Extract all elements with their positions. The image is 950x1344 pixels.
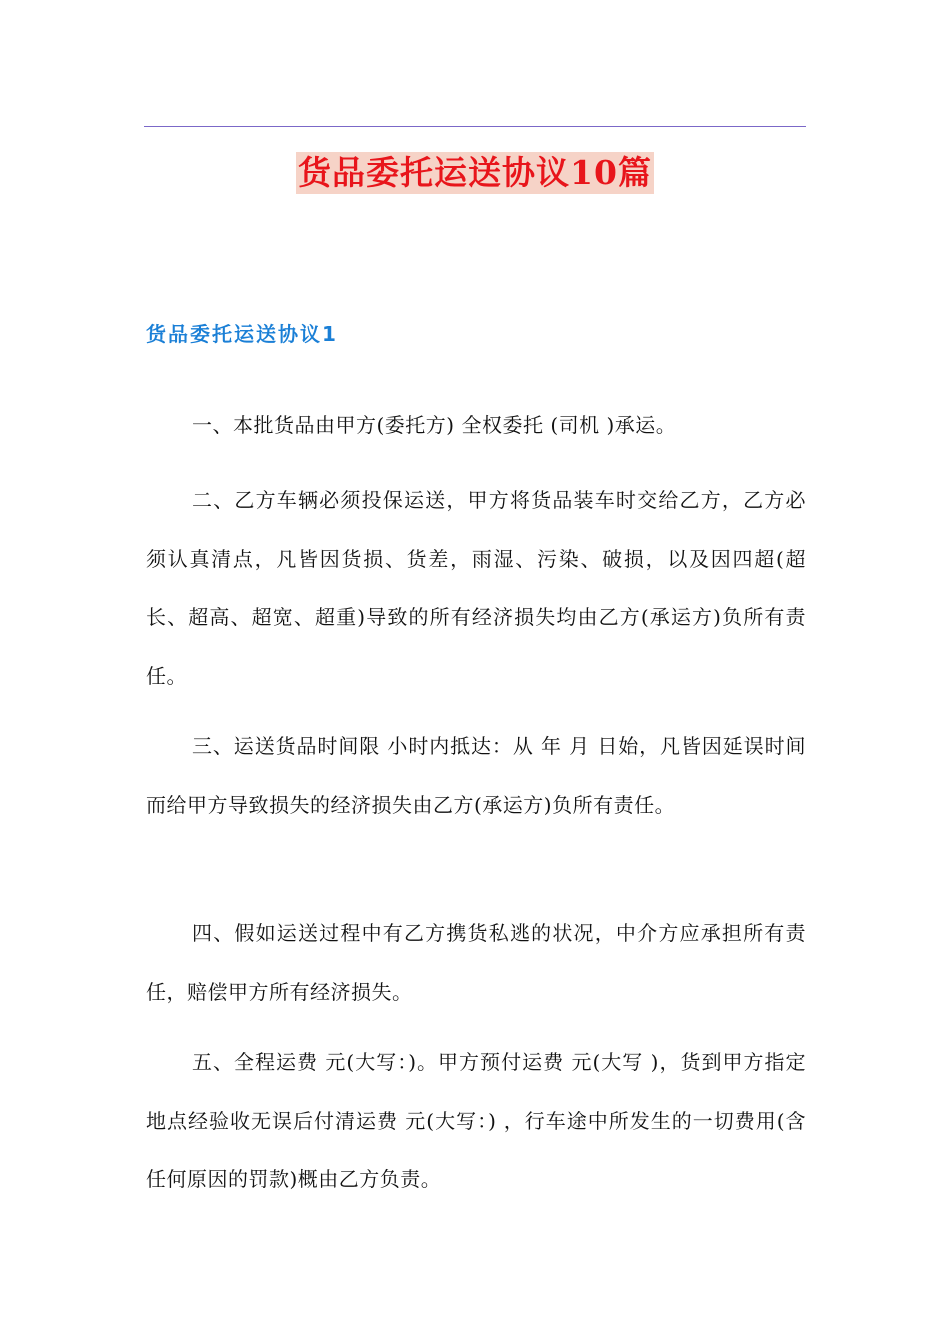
document-title: 货品委托运送协议10篇 <box>298 153 652 192</box>
paragraph-2: 二、乙方车辆必须投保运送，甲方将货品装车时交给乙方，乙方必须认真清点，凡皆因货损、货差，雨湿、污染、破损，以及因四超(超长、超高、超宽、超重)导致的所有经济损失均由乙方(承运方)负所有责任。 <box>146 488 806 688</box>
paragraph-5: 五、全程运费 元(大写：)。甲方预付运费 元(大写 )，货到甲方指定地点经验收无误后付清运费 元(大写：) ，行车途中所发生的一切费用(含任何原因的罚款)概由乙方负责。 <box>146 1050 806 1191</box>
top-divider <box>144 126 806 127</box>
section-heading: 货品委托运送协议1 <box>146 322 338 346</box>
paragraph-3: 三、运送货品时间限 小时内抵达：从 年 月 日始，凡皆因延误时间而给甲方导致损失的经济损失由乙方(承运方)负所有责任。 <box>146 734 806 817</box>
title-container <box>0 152 950 194</box>
paragraph-1: 一、本批货品由甲方(委托方) 全权委托 (司机 )承运。 <box>192 413 677 437</box>
paragraph-4: 四、假如运送过程中有乙方携货私逃的状况，中介方应承担所有责任，赔偿甲方所有经济损失。 <box>146 921 806 1004</box>
